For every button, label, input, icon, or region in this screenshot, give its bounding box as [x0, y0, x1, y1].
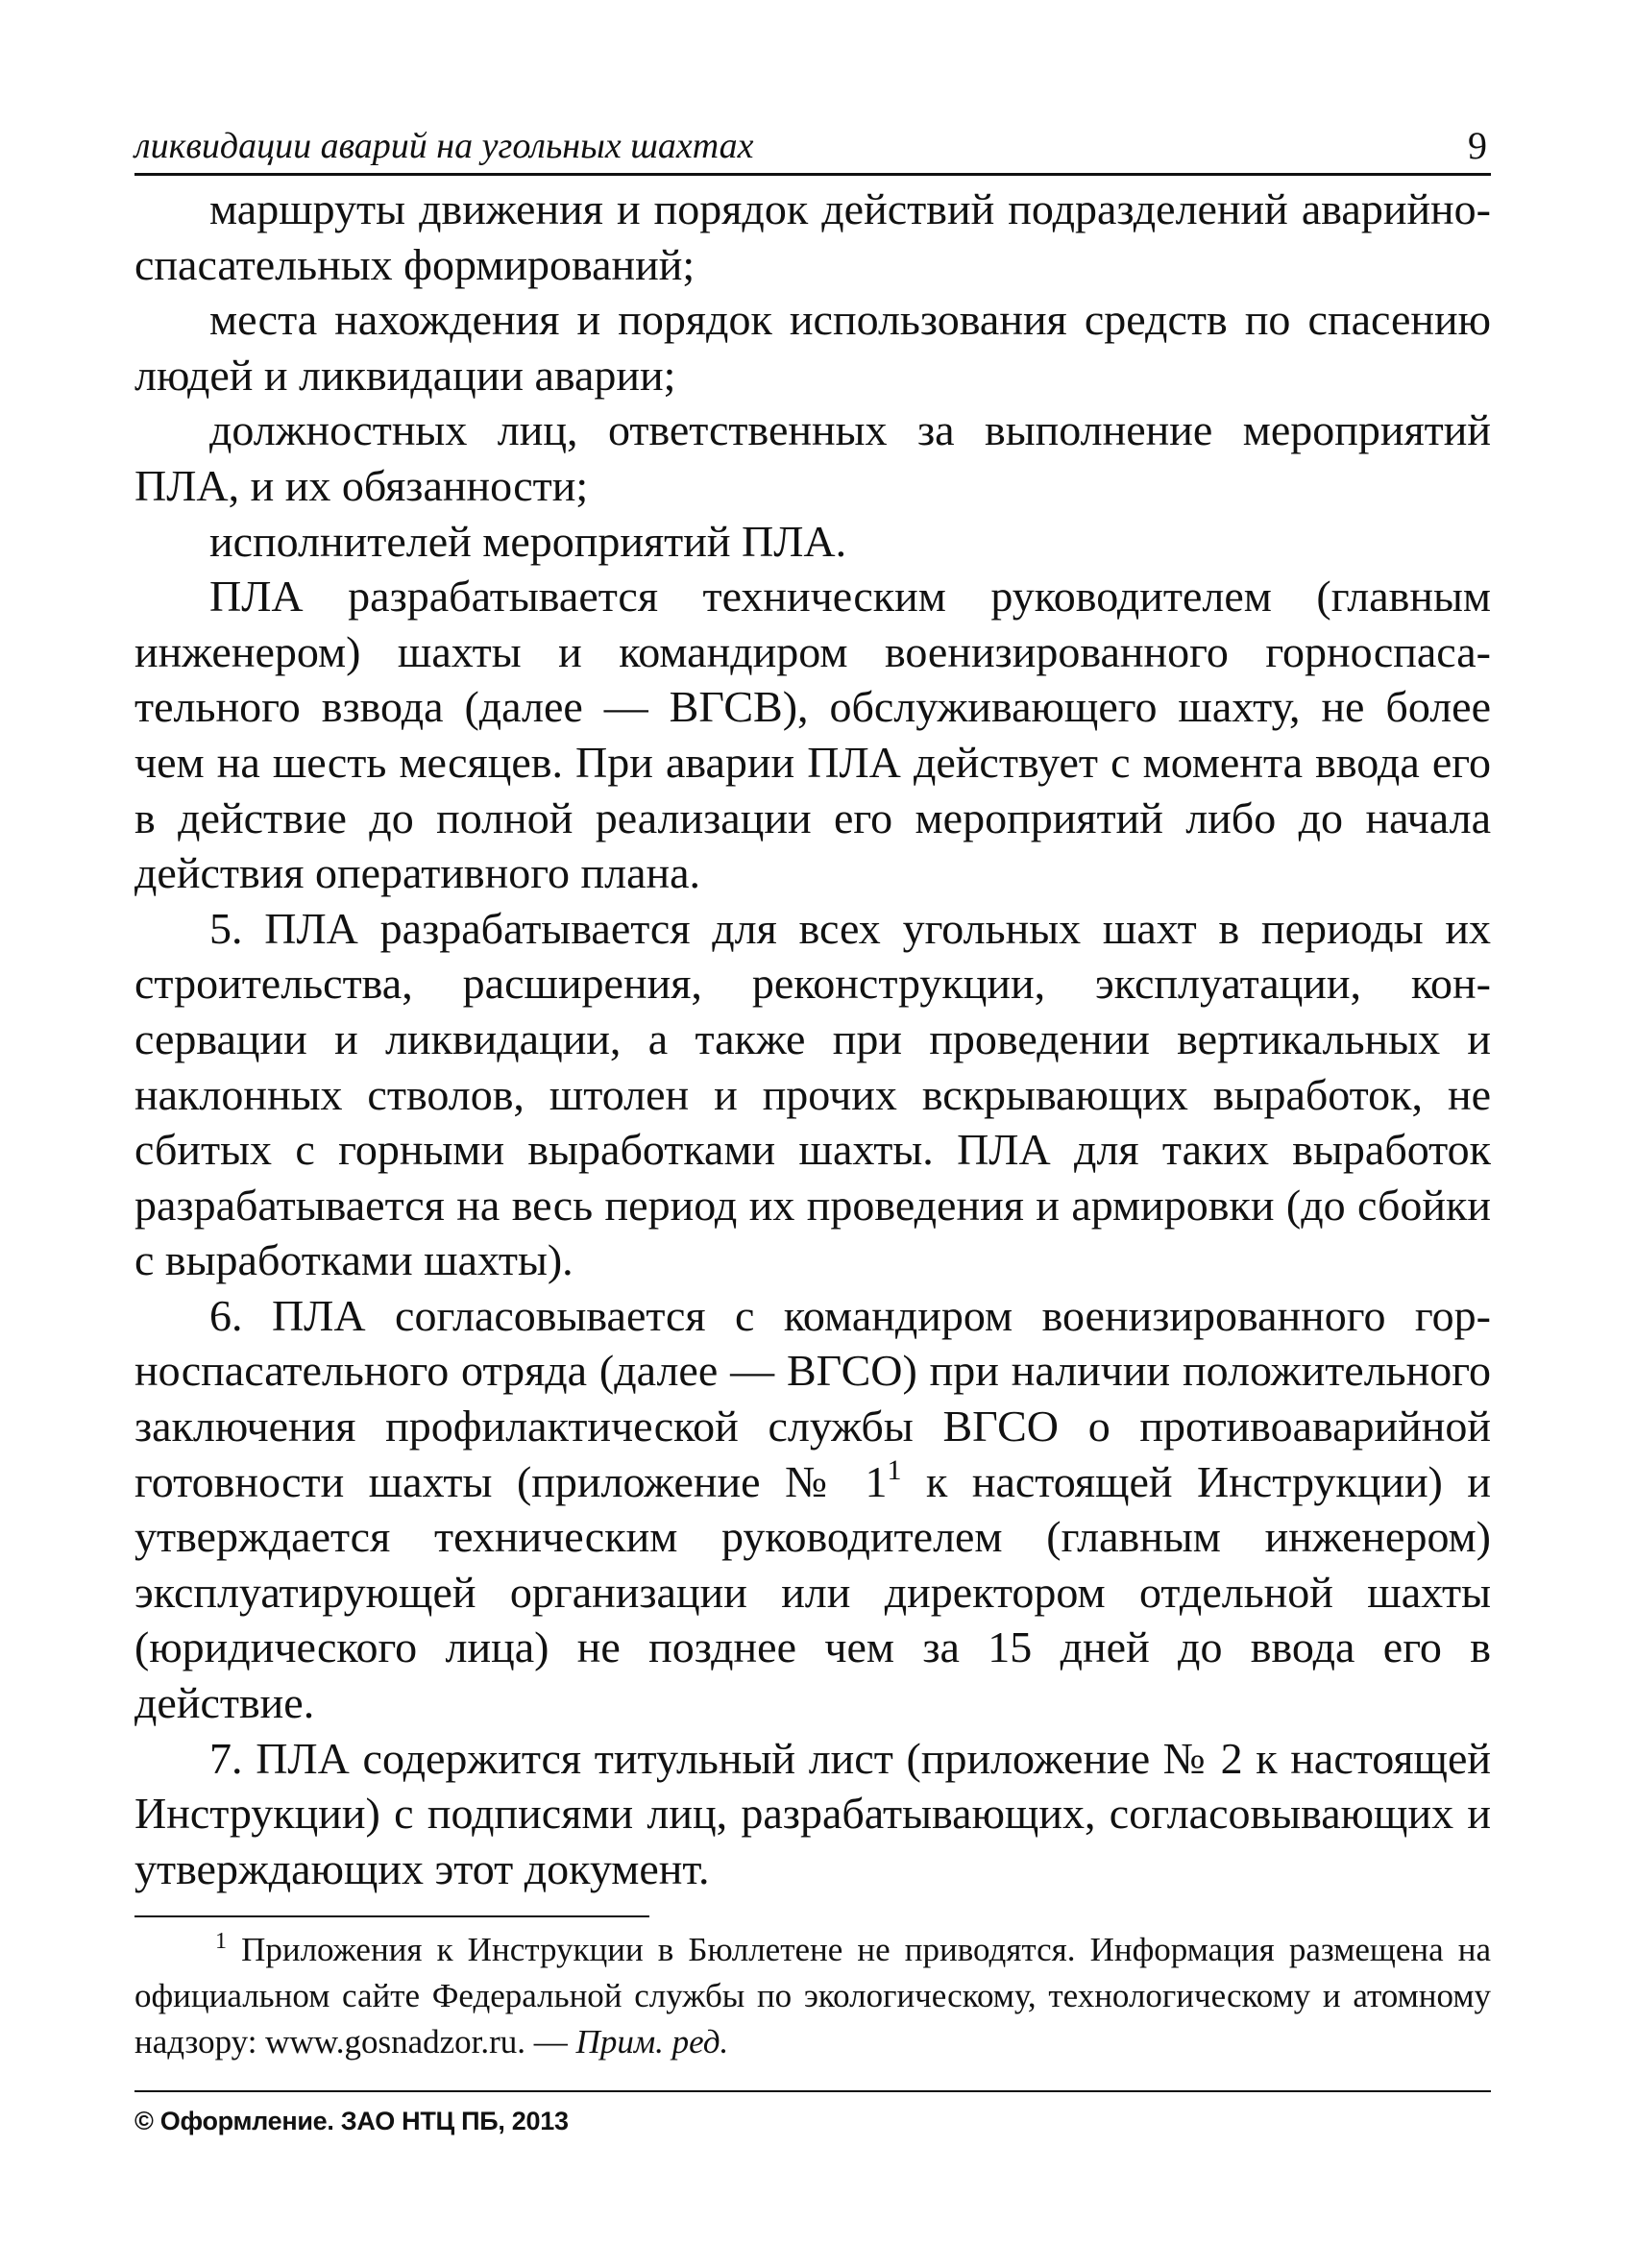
running-header: [134, 123, 1491, 176]
copyright-footer: © Оформление. ЗАО НТЦ ПБ, 2013: [134, 2107, 569, 2136]
paragraph-3: должностных лиц, ответственных за выполнение мероприятий ПЛА, и их обязанности;: [134, 405, 1491, 510]
paragraph-item-6-part-2: к настоящей Инструкции) и утверждается техническим руководителем (главным инженером) эксплуатирующей организации или директором отдельной шахты (юридического лица) не позднее чем за 15 дней до ввода его в действие.: [134, 1456, 1491, 1728]
footnote-mark: 1: [215, 1929, 227, 1955]
paragraph-5: ПЛА разрабатывается техническим руководителем (главным инженером) шахты и командиром военизированного горноспасательного взвода (далее — ВГСВ), обслуживающего шахту, не более чем на шесть месяцев. При аварии ПЛА действует с момента ввода его в действие до полной реализации его мероприятий либо до начала действия оперативного плана.: [134, 572, 1491, 898]
paragraph-1: маршруты движения и порядок действий подразделений аварийно-спасательных формирований;: [134, 184, 1491, 289]
paragraph-item-6-part-1: 6. ПЛА согласовывается с командиром военизированного горноспасательного отряда (далее — ВГСО) при наличии положительного заключения профилактической службы ВГСО о противоаварийной готовности шахты (приложение № 1: [134, 1290, 1491, 1506]
body-text: [134, 182, 1491, 1896]
paragraph-item-5: 5. ПЛА разрабатывается для всех угольных шахт в периоды их строительства, расширения, реконструкции, эксплуатации, консервации и ликвидации, а также при проведении вертикальных и наклонных стволов, штолен и прочих вскрывающих выработок, не сбитых с горными выработками шахты. ПЛА для таких выработок разрабатывается на весь период их проведения и армировки (до сбойки с выработками шахты).: [134, 903, 1491, 1285]
document-page: [134, 123, 1491, 2138]
page-number: 9: [1468, 124, 1487, 167]
paragraph-item-7: 7. ПЛА содержится титульный лист (приложение № 2 к настоящей Инструкции) с подписями лиц, разрабатывающих, согласовывающих и утверждающих этот документ.: [134, 1733, 1491, 1893]
paragraph-item-6: [134, 1288, 1491, 1731]
footnote: [134, 1927, 1491, 2065]
editor-note: Прим. ред.: [575, 2023, 729, 2061]
paragraph-4: исполнителей мероприятий ПЛА.: [209, 516, 847, 566]
running-title: ликвидации аварий на угольных шахтах: [134, 126, 754, 166]
footnote-reference: 1: [887, 1453, 902, 1486]
paragraph-2: места нахождения и порядок использования средств по спасению людей и ликвидации аварии;: [134, 295, 1491, 400]
footnote-text: Приложения к Инструкции в Бюллетене не приводятся. Информация размещена на официальном сайте Федеральной службы по экологическому, технологическому и атомному надзору: www.gosnadzor.ru. —: [134, 1931, 1491, 2061]
footer-divider: [134, 2090, 1491, 2092]
footnote-divider: [134, 1915, 649, 1917]
